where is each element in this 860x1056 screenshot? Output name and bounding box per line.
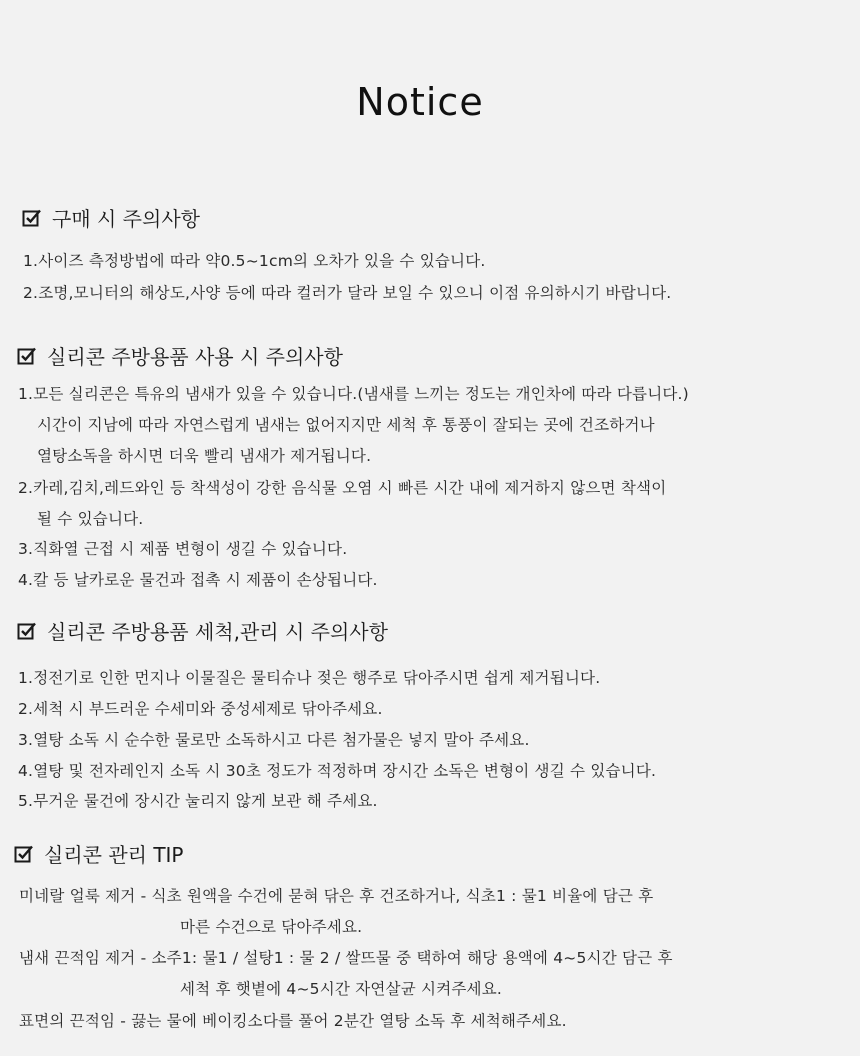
checkbox-checked-icon (14, 844, 34, 864)
list-item: 1.사이즈 측정방법에 따라 약0.5~1cm의 오차가 있을 수 있습니다. (23, 252, 486, 270)
list-item: 1.정전기로 인한 먼지나 이물질은 물티슈나 젖은 행주로 닦아주시면 쉽게 제거됩니다. (18, 669, 601, 687)
list-item: 세척 후 햇볕에 4~5시간 자연살균 시켜주세요. (180, 980, 503, 998)
list-item: 마른 수건으로 닦아주세요. (180, 918, 363, 936)
section-heading-tip (14, 839, 184, 868)
checkbox-checked-icon (17, 346, 37, 366)
list-item: 2.세척 시 부드러운 수세미와 중성세제로 닦아주세요. (18, 700, 383, 718)
list-item: 4.열탕 및 전자레인지 소독 시 30초 정도가 적정하며 장시간 소독은 변형이 생길 수 있습니다. (18, 762, 657, 780)
list-item: 1.모든 실리콘은 특유의 냄새가 있을 수 있습니다.(냄새를 느끼는 정도는 개인차에 따라 다릅니다.) (18, 385, 689, 403)
list-item: 시간이 지남에 따라 자연스럽게 냄새는 없어지지만 세척 후 통풍이 잘되는 곳에 건조하거나 (37, 416, 655, 434)
list-item: 3.열탕 소독 시 순수한 물로만 소독하시고 다른 첨가물은 넣지 말아 주세요. (18, 731, 530, 749)
list-item: 4.칼 등 날카로운 물건과 접촉 시 제품이 손상됩니다. (18, 571, 378, 589)
section-heading-purchase (22, 203, 200, 232)
page-title: Notice (356, 80, 484, 124)
section-heading-text: 구매 시 주의사항 (52, 207, 200, 231)
section-heading-text: 실리콘 주방용품 사용 시 주의사항 (47, 345, 343, 369)
section-heading-text: 실리콘 주방용품 세척,관리 시 주의사항 (47, 620, 388, 644)
list-item: 될 수 있습니다. (37, 510, 144, 528)
list-item: 냄새 끈적임 제거 - 소주1: 물1 / 설탕1 : 물 2 / 쌀뜨물 중 택하여 해당 용액에 4~5시간 담근 후 (19, 949, 673, 967)
section-heading-text: 실리콘 관리 TIP (44, 843, 184, 867)
list-item: 5.무거운 물건에 장시간 눌리지 않게 보관 해 주세요. (18, 792, 378, 810)
section-heading-cleaning (17, 616, 388, 645)
section-heading-usage (17, 341, 343, 370)
list-item: 열탕소독을 하시면 더욱 빨리 냄새가 제거됩니다. (37, 447, 372, 465)
list-item: 2.조명,모니터의 해상도,사양 등에 따라 컬러가 달라 보일 수 있으니 이점 유의하시기 바랍니다. (23, 284, 672, 302)
list-item: 2.카레,김치,레드와인 등 착색성이 강한 음식물 오염 시 빠른 시간 내에 제거하지 않으면 착색이 (18, 479, 667, 497)
checkbox-checked-icon (22, 208, 42, 228)
checkbox-checked-icon (17, 621, 37, 641)
list-item: 미네랄 얼룩 제거 - 식초 원액을 수건에 묻혀 닦은 후 건조하거나, 식초1 : 물1 비율에 담근 후 (19, 887, 654, 905)
list-item: 3.직화열 근접 시 제품 변형이 생길 수 있습니다. (18, 540, 348, 558)
list-item: 표면의 끈적임 - 끓는 물에 베이킹소다를 풀어 2분간 열탕 소독 후 세척해주세요. (19, 1012, 567, 1030)
